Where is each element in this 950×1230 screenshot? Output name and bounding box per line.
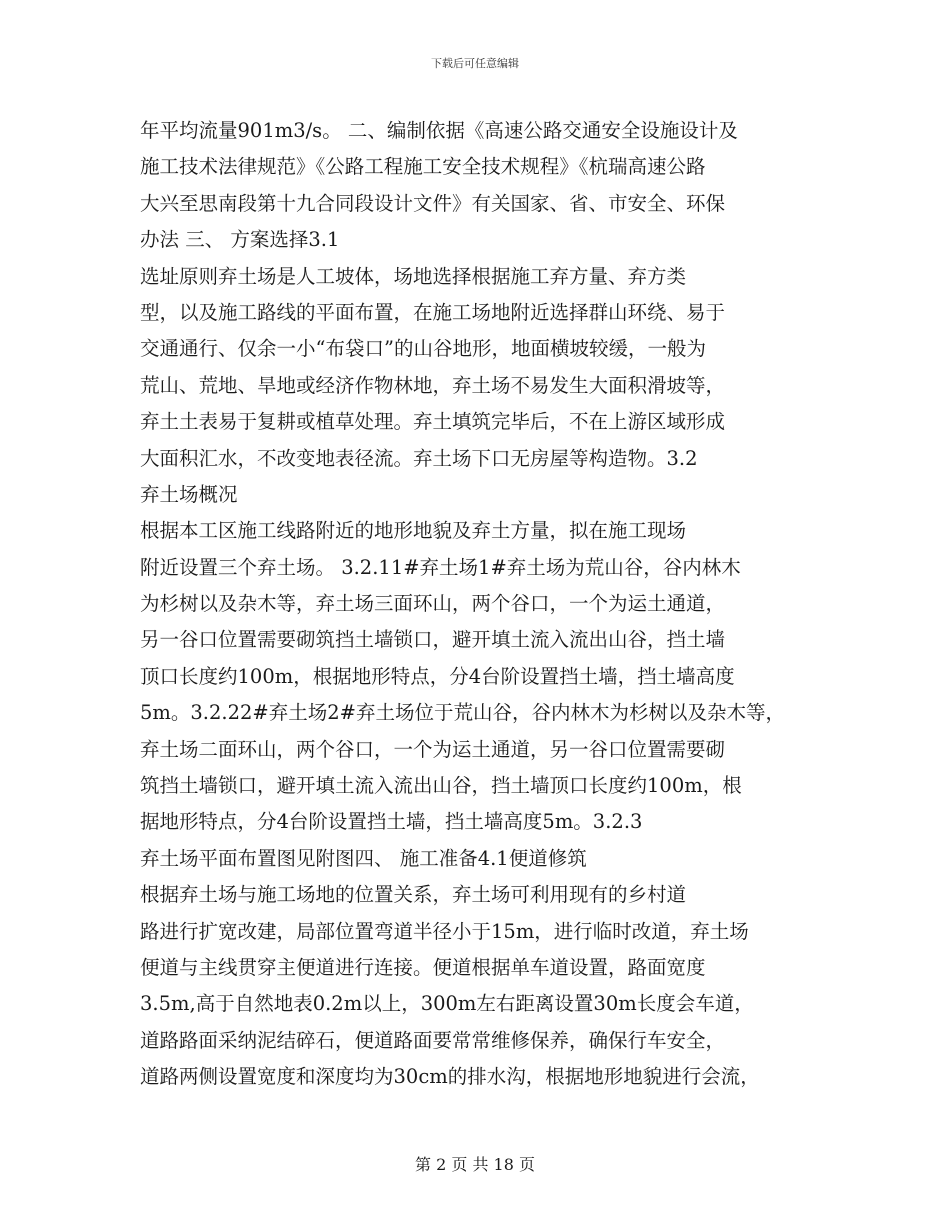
page-header: 下载后可任意编辑 — [431, 57, 519, 70]
body-line: 道路路面采纳泥结碎石，便道路面要常常维修保养，确保行车安全， — [140, 1028, 726, 1052]
body-line: 弃土场平面布置图见附图四、 施工准备4.1便道修筑 — [140, 846, 587, 870]
body-line: 3.5m,高于自然地表0.2m以上，300m左右距离设置30m长度会车道， — [140, 992, 754, 1016]
body-line: 办法 三、 方案选择3.1 — [140, 228, 340, 252]
body-line: 大面积汇水，不改变地表径流。弃土场下口无房屋等构造物。3.2 — [140, 446, 698, 470]
body-line: 路进行扩宽改建，局部位置弯道半径小于15m，进行临时改道，弃土场 — [140, 919, 749, 943]
body-line: 便道与主线贯穿主便道进行连接。便道根据单车道设置，路面宽度 — [140, 955, 706, 979]
body-line: 5m。3.2.22#弃土场2#弃土场位于荒山谷，谷内林木为杉树以及杂木等， — [140, 701, 786, 725]
body-line: 据地形特点，分4台阶设置挡土墙，挡土墙高度5m。3.2.3 — [140, 810, 643, 834]
body-line: 顶口长度约100m，根据地形特点，分4台阶设置挡土墙，挡土墙高度 — [140, 664, 735, 688]
body-line: 筑挡土墙锁口，避开填土流入流出山谷，挡土墙顶口长度约100m，根 — [140, 774, 742, 798]
body-line: 弃土土表易于复耕或植草处理。弃土填筑完毕后，不在上游区域形成 — [140, 410, 726, 434]
body-line: 年平均流量901m3/s。 二、编制依据《高速公路交通安全设施设计及 — [140, 119, 738, 142]
body-line: 弃土场二面环山，两个谷口，一个为运土通道，另一谷口位置需要砌 — [140, 737, 726, 761]
body-line: 型，以及施工路线的平面布置，在施工场地附近选择群山环绕、易于 — [140, 300, 726, 324]
body-line: 附近设置三个弃土场。 3.2.11#弃土场1#弃土场为荒山谷，谷内林木 — [140, 555, 741, 579]
document-body — [140, 113, 830, 1096]
body-line: 另一谷口位置需要砌筑挡土墙锁口，避开填土流入流出山谷，挡土墙 — [140, 628, 726, 652]
body-line: 交通通行、仅余一小“布袋口”的山谷地形，地面横坡较缓，一般为 — [140, 337, 706, 361]
body-line: 选址原则弃土场是人工坡体，场地选择根据施工弃方量、弃方类 — [140, 264, 687, 288]
body-line: 为杉树以及杂木等，弃土场三面环山，两个谷口，一个为运土通道， — [140, 592, 726, 616]
body-line: 弃土场概况 — [140, 482, 238, 506]
body-line: 道路两侧设置宽度和深度均为30cm的排水沟，根据地形地貌进行会流， — [140, 1065, 760, 1089]
body-line: 施工技术法律规范》《公路工程施工安全技术规程》《杭瑞高速公路 — [140, 155, 706, 179]
body-line: 大兴至思南段第十九合同段设计文件》有关国家、省、市安全、环保 — [140, 191, 726, 215]
body-line: 荒山、荒地、旱地或经济作物林地，弃土场不易发生大面积滑坡等， — [140, 373, 726, 397]
body-line: 根据本工区施工线路附近的地形地貌及弃土方量，拟在施工现场 — [140, 519, 687, 543]
page-number: 第 2 页 共 18 页 — [415, 1155, 535, 1174]
body-line: 根据弃土场与施工场地的位置关系，弃土场可利用现有的乡村道 — [140, 883, 687, 907]
